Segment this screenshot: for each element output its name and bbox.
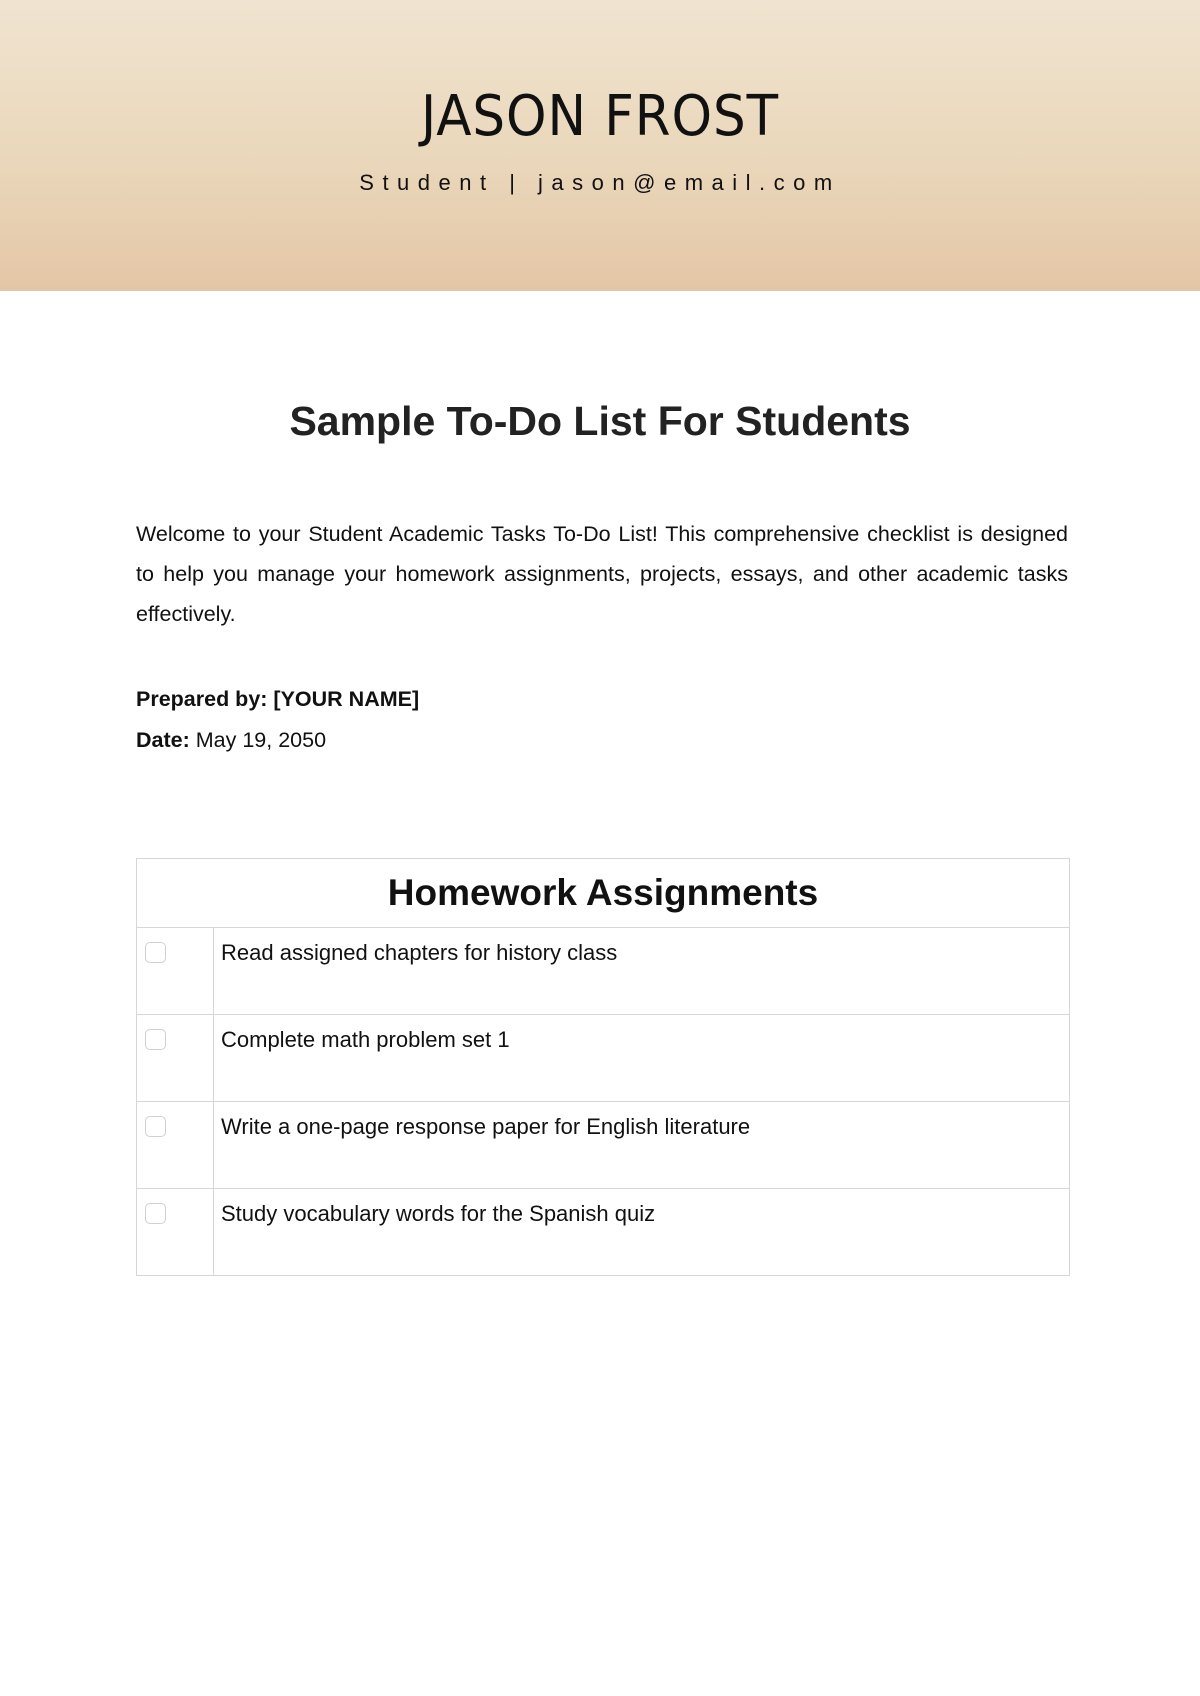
homework-table <box>136 858 1070 1276</box>
task-text: Read assigned chapters for history class <box>214 928 1070 1015</box>
page-title: Sample To-Do List For Students <box>289 398 911 444</box>
table-row <box>137 1102 1070 1189</box>
date-label: Date: <box>136 728 190 752</box>
intro-paragraph: Welcome to your Student Academic Tasks To-Do List! This comprehensive checklist is designed to help you manage your homework assignments, projects, essays, and other academic tasks effectively. <box>136 522 1068 626</box>
table-row <box>137 928 1070 1015</box>
prepared-by-value: [YOUR NAME] <box>273 687 420 711</box>
task-text: Study vocabulary words for the Spanish quiz <box>214 1189 1070 1276</box>
date <box>136 728 326 753</box>
task-checkbox[interactable] <box>145 1029 166 1050</box>
table-row <box>137 1189 1070 1276</box>
task-text: Write a one-page response paper for English literature <box>214 1102 1070 1189</box>
table-row <box>137 1015 1070 1102</box>
person-name: JASON FROST <box>421 84 779 149</box>
task-text: Complete math problem set 1 <box>214 1015 1070 1102</box>
header-banner <box>0 0 1200 291</box>
date-value: May 19, 2050 <box>195 728 327 752</box>
task-checkbox[interactable] <box>145 942 166 963</box>
task-checkbox[interactable] <box>145 1203 166 1224</box>
person-subtitle: Student | jason@email.com <box>359 170 841 195</box>
task-checkbox[interactable] <box>145 1116 166 1137</box>
prepared-by-label: Prepared by: <box>136 687 268 711</box>
table-heading: Homework Assignments <box>137 859 1070 928</box>
prepared-by <box>136 687 419 712</box>
